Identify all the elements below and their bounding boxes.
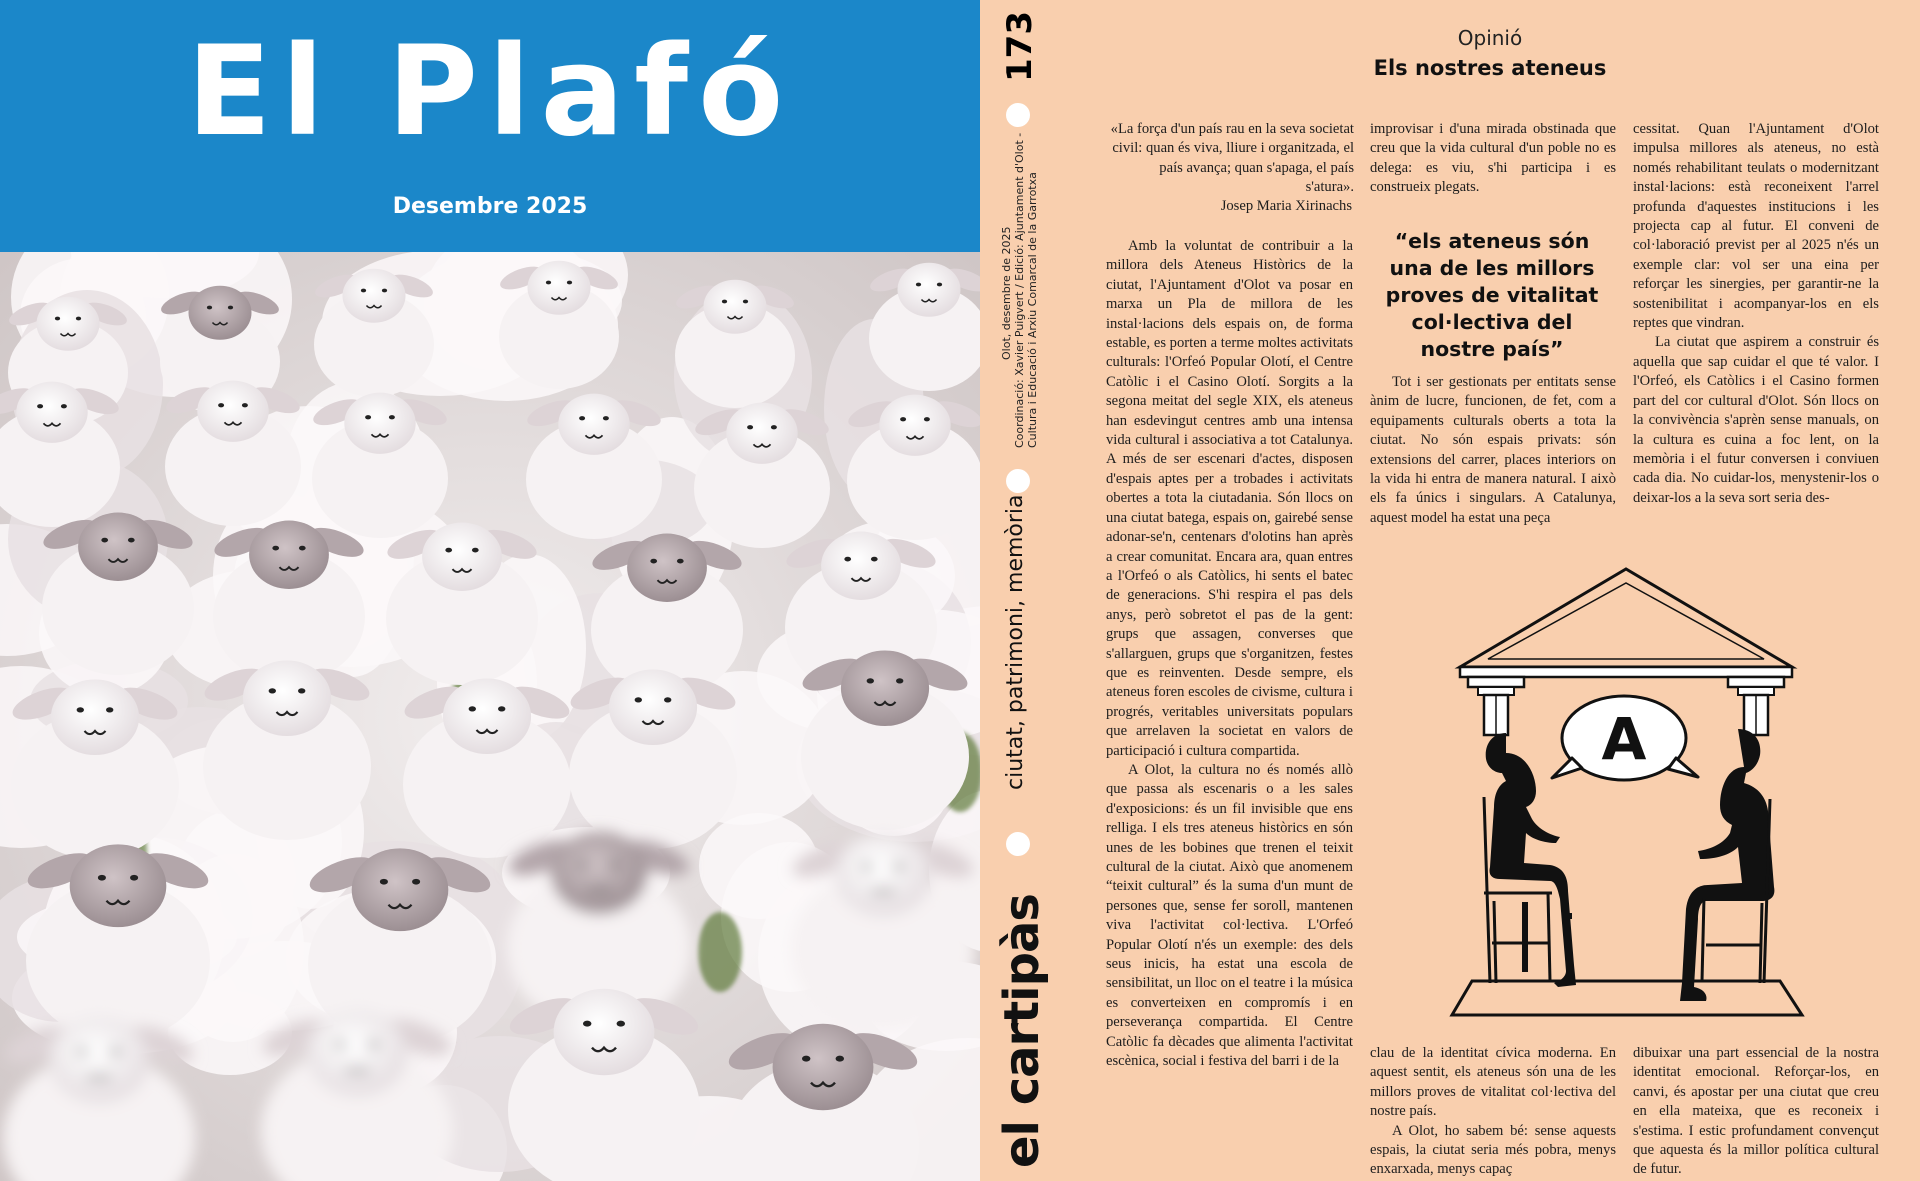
pull-quote: “els ateneus són una de les millors proves de vitalitat col·lectiva del nostre país” [1385,229,1599,361]
sheep-face [9,679,182,859]
sheep-face [258,1010,456,1181]
column-2-bottom [1370,1044,1616,1180]
spine-tagline: ciutat, patrimoni, memòria [1003,494,1028,790]
ateneu-illustration [1432,563,1820,1025]
sheep-face [867,263,980,391]
spine-dot [1006,103,1030,127]
masthead-banner [0,0,980,252]
spine-brand: el cartipàs [994,894,1050,1168]
column-3-top [1633,120,1879,508]
sheep-face [799,650,972,830]
sheep-face [401,678,574,858]
column-1 [1106,237,1353,1071]
sheep-face [497,261,620,389]
left-column-icon [1468,677,1524,735]
sheep-face [673,280,796,408]
article-title: Els nostres ateneus [1373,56,1607,80]
right-column-icon [1728,677,1784,735]
speech-bubble-icon [1552,696,1698,780]
sheep-face [845,395,980,540]
spine-dot [1006,832,1030,856]
paragraph: Amb la voluntat de contribuir a la millora dels Ateneus Històrics de la ciutat, l'Ajuntament d'Olot va posar en marxa un Pla de millora de les instal·lacions dels espais on, de forma estable, es porten a terme moltes activitats culturals: l'Orfeó Popular Olotí, el Centre Catòlic i el Casino Olotí. Sorgits a la segona meitat del segle XIX, els ateneus han esdevingut centres amb una intensa vida cultural i associativa a tot Catalunya. A més de ser escenari d'actes, disposen d'espais aptes per a trobades i activitats obertes a tota la ciutadania. Són llocs on una ciutat batega, espais on, gairebé sense adonar-se'n, centenars d'olotins han après a crear comunitat. Encara ara, quan entres a l'Orfeó o als Catòlics, hi sents el batec de generacions. S'hi respira el pas dels anys, però sobretot el pas de la gent: grups que assagen, converses que s'allarguen, grups que s'organitzen, festes que es reinventen. Desde sempre, els ateneus foren escoles de civisme, cultura i progrés, veritables universitats populars que arrelaven la societat en valors de participació i cultura compartida. [1106,238,1353,759]
masthead-title: El Plafó [186,20,794,164]
epigraph-author: Josep Maria Xirinachs [1220,198,1352,214]
column-2-top [1370,120,1616,198]
paragraph: cessitat. Quan l'Ajuntament d'Olot impulsa millores als ateneus, no està només rehabilitant teulats o modernitzant instal·lacions: està reconeixent l'arrel profunda d'aquestes institucions i les projecta cap al futur. El conveni de col·laboració previst per al 2025 n'és un exemple clar: vol ser una eina per reforçar les sinergies, per garantir-ne la sostenibilitat i acompanyar-los en els reptes que vindran. [1633,121,1879,332]
paragraph: La ciutat que aspirem a construir és aquella que sap cuidar el que té valor. I l'Orfeó, els Catòlics i el Casino formen part del cor cultural d'Olot. Són llocs on la convivència s'aprèn sense manuals, on la cultura es cuina a foc lent, on la memòria i el futur conversen i conviuen cada dia. No cuidar-los, menystenir-los o deixar-los a la seva sort seria des- [1633,334,1879,506]
paragraph: improvisar i d'una mirada obstinada que creu que la vida cultural d'un poble no es delega: es viu, s'hi participa i es construeix plegats. [1370,121,1616,196]
sheep-face [201,660,374,840]
column-3-bottom [1633,1044,1879,1180]
sheep-face [23,844,212,1041]
cover-photo [0,252,980,1181]
issue-date: Desembre 2025 [392,194,588,219]
spine-credits-date: Olot, desembre de 2025 [1000,226,1013,360]
sheep-face [0,1017,198,1181]
epigraph: «La força d'un país rau en la seva societat civil: quan és viva, lliure i organitzada, el país avança; quan s'apaga, el país s'atura». [1110,121,1354,196]
sheep-face [40,513,196,675]
sheep-face [211,521,367,683]
paragraph: clau de la identitat cívica moderna. En aquest sentit, els ateneus són una de les millors proves de vitalitat col·lectiva del nostre país. [1370,1045,1616,1120]
sheep-face [163,381,303,526]
sheep-face [692,403,832,548]
paragraph: Tot i ser gestionats per entitats sense ànim de lucre, funcionen, de fet, com a equipaments culturals oberts a tota la ciutat. No són espais privats: són extensions del carrer, places interiors on la vida hi entra de manera natural. I això els fa únics i singulars. A Catalunya, aquest model ha estat una peça [1370,374,1616,526]
sheep-face [505,989,703,1181]
sheep-face [724,1024,922,1181]
paragraph: A Olot, la cultura no és només allò que passa als escenaris o a les sales d'exposicions: és un fil invisible que ens relliga. I els tres ateneus històrics en són unes de les bobines que trenen el teixit cultural de la ciutat. Això que anomenem “teixit cultural” és la suma d'un munt de persones que, sense fer soroll, mantenen viva l'activitat col·lectiva. L'Orfeó Popular Olotí n'és un exemple: des dels seus inicis, ha estat una escola de sensibilitat, un lloc on el teatre i la música es converteixen en compromís i en perseverança compartida. El Centre Catòlic fa dècades que alimenta l'activitat escènica, social i festiva del barri i de la [1106,761,1353,1070]
sheep-face [524,394,664,539]
sheep-face [788,833,977,1030]
sheep-face [567,669,740,849]
spine-credits-coordination: Coordinació: Xavier Puigvert / Edició: Ajuntament d'Olot - [1013,132,1026,448]
spine-credits-edition: Cultura i Educació i Arxiu Comarcal de la Garrotxa [1026,172,1039,448]
section-label: Opinió [1457,26,1523,50]
issue-number: 173 [1000,11,1040,82]
stage-icon [1452,981,1802,1015]
paragraph: dibuixar una part essencial de la nostra identitat emocional. Reforçar-los, en canvi, és apostar per una ciutat que creu en ella mateixa, que es reconeix i s'estima. I estic profundament convençut que aquesta és la millor política cultural de futur. [1633,1045,1879,1178]
sheep-face [310,393,450,538]
sheep-face [312,269,435,397]
paragraph: A Olot, ho sabem bé: sense aquests espais, la ciutat seria més pobra, menys enxarxada, menys capaç [1370,1122,1616,1178]
sheep-face [0,382,122,527]
sheep-face [384,523,540,685]
spine-dot [1006,469,1030,493]
bubble-letter: A [1601,705,1647,773]
foliage [698,912,742,992]
column-2-middle [1370,373,1616,528]
